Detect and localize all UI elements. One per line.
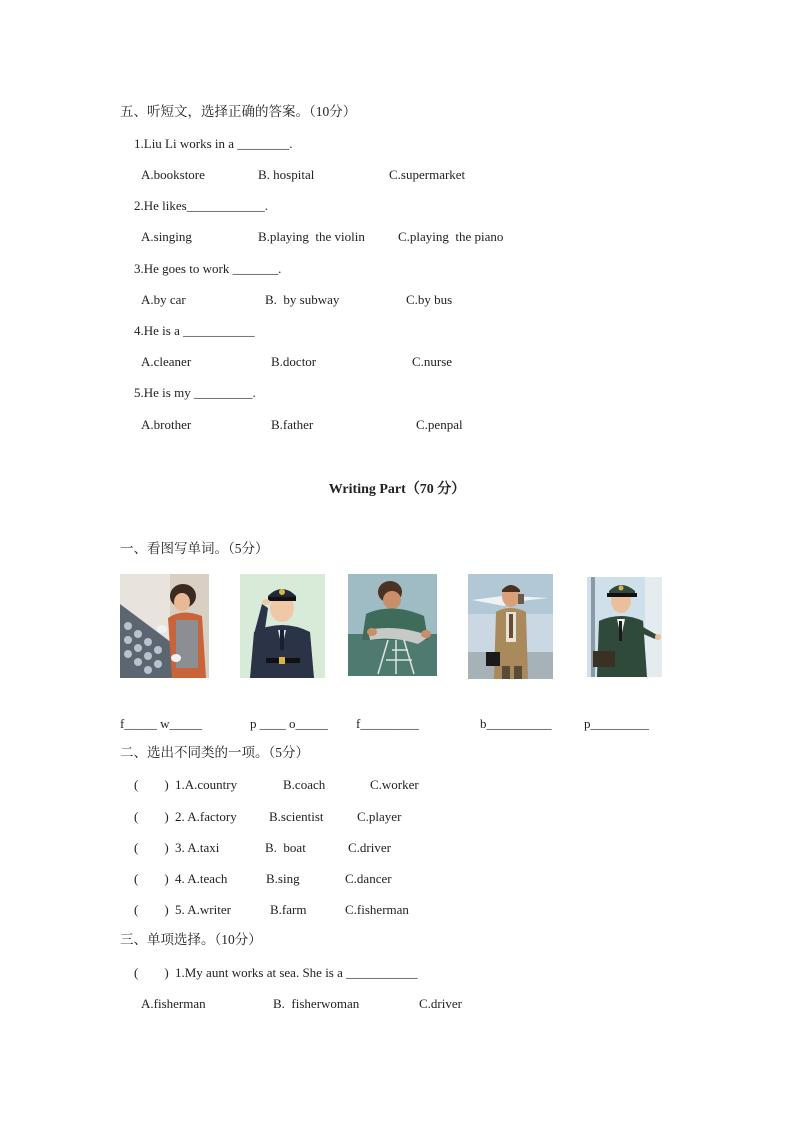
option-b: B. boat [265, 840, 306, 855]
question-stem: 2.He likes____________. [134, 198, 268, 213]
option-a: 5. A.writer [175, 902, 231, 917]
answer-parentheses: ( ) [134, 777, 169, 792]
option-c: C.nurse [412, 354, 453, 369]
answer-blank: f_________ [356, 716, 419, 731]
section1-heading: 一、看图写单词。（5分） [120, 541, 269, 556]
option-b: B.doctor [271, 354, 317, 369]
option-a: 3. A.taxi [175, 840, 220, 855]
option-c: C.playing the piano [398, 229, 504, 244]
option-a: A.singing [141, 229, 192, 244]
question-stem: 3.He goes to work _______. [134, 261, 282, 276]
option-c: C.supermarket [389, 167, 466, 182]
question-stem: 4.He is a ___________ [134, 323, 255, 338]
option-b: B.father [271, 417, 314, 432]
option-b: B.coach [283, 777, 326, 792]
answer-blank: f_____ w_____ [120, 716, 202, 731]
option-c: C.driver [419, 996, 462, 1011]
answer-parentheses: ( ) [134, 871, 169, 886]
option-b: B. hospital [258, 167, 315, 182]
option-a: 4. A.teach [175, 871, 228, 886]
writing-part-title: Writing Part（70 分） [328, 482, 466, 497]
option-c: C.by bus [406, 292, 453, 307]
option-c: C.penpal [416, 417, 463, 432]
question-stem: 1.My aunt works at sea. She is a ___________ [175, 965, 418, 980]
police-officer-picture [240, 574, 325, 678]
option-b: B.playing the violin [258, 229, 365, 244]
option-a: A.bookstore [141, 167, 205, 182]
question-stem: 1.Liu Li works in a ________. [134, 136, 293, 151]
option-b: B.sing [266, 871, 300, 886]
option-a: 2. A.factory [175, 809, 237, 824]
answer-blank: p ____ o_____ [250, 716, 328, 731]
option-a: A.brother [141, 417, 192, 432]
answer-parentheses: ( ) [134, 809, 169, 824]
option-c: C.driver [348, 840, 391, 855]
factory-worker-picture [120, 574, 209, 678]
option-b: B. by subway [265, 292, 340, 307]
answer-parentheses: ( ) [134, 840, 169, 855]
question-stem: 5.He is my _________. [134, 385, 256, 400]
businessman-picture [468, 574, 553, 679]
section2-heading: 二、选出不同类的一项。（5分） [120, 745, 309, 760]
option-b: B. fisherwoman [273, 996, 360, 1011]
answer-parentheses: ( ) [134, 902, 169, 917]
option-a: A.by car [141, 292, 186, 307]
option-a: A.cleaner [141, 354, 192, 369]
option-b: B.scientist [269, 809, 324, 824]
answer-parentheses: ( ) [134, 965, 169, 980]
fisherman-picture [348, 574, 437, 676]
answer-blank: p_________ [584, 716, 649, 731]
pilot-picture [587, 577, 662, 677]
option-b: B.farm [270, 902, 307, 917]
option-c: C.player [357, 809, 402, 824]
answer-blank: b__________ [480, 716, 552, 731]
option-c: C.fisherman [345, 902, 409, 917]
listening-heading: 五、听短文，选择正确的答案。（10分） [120, 104, 357, 119]
section3-heading: 三、单项选择。（10分） [120, 932, 262, 947]
option-c: C.dancer [345, 871, 392, 886]
option-c: C.worker [370, 777, 419, 792]
option-a: 1.A.country [175, 777, 238, 792]
option-a: A.fisherman [141, 996, 206, 1011]
